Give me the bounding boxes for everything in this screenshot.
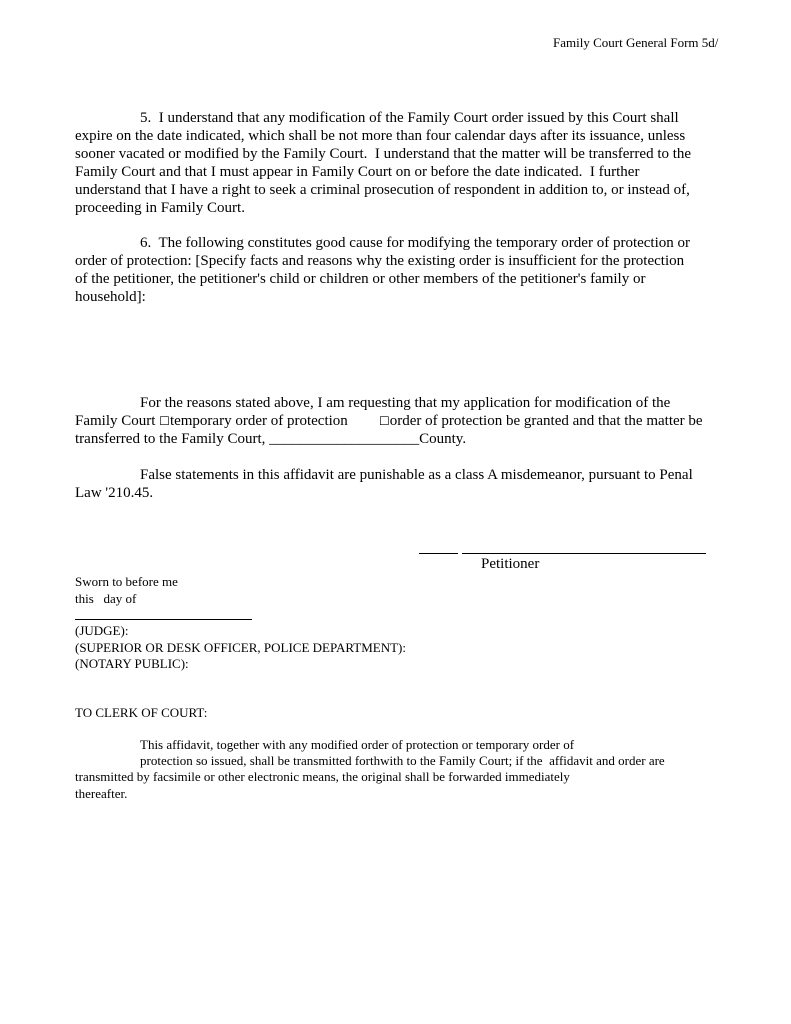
- clerk-line: This affidavit, together with any modified order of protection or temporary order of: [140, 737, 575, 752]
- paragraph-line: proceeding in Family Court.: [75, 200, 245, 216]
- paragraph-line: 5. I understand that any modification of the Family Court order issued by this Court shall: [140, 110, 679, 126]
- false-statements-line: False statements in this affidavit are punishable as a class A misdemeanor, pursuant to Penal: [140, 467, 693, 483]
- temporary-order-label: temporary order of protection: [169, 413, 348, 429]
- officer-notary: (NOTARY PUBLIC):: [75, 656, 189, 671]
- sworn-line: Sworn to before me: [75, 574, 178, 589]
- request-prefix: Family Court: [75, 413, 160, 429]
- signature-short-line: [419, 553, 458, 554]
- petitioner-signature-line: [462, 553, 706, 554]
- officer-police: (SUPERIOR OR DESK OFFICER, POLICE DEPARTMENT):: [75, 640, 406, 655]
- petitioner-label: Petitioner: [481, 556, 540, 572]
- order-of-protection-checkbox[interactable]: ☐: [379, 414, 390, 428]
- county-line: transferred to the Family Court, ____________________County.: [75, 431, 467, 447]
- clerk-line: transmitted by facsimile or other electronic means, the original shall be forwarded immediately: [75, 769, 570, 784]
- officer-judge: (JUDGE):: [75, 623, 129, 638]
- clerk-line: protection so issued, shall be transmitted forthwith to the Family Court; if the affidavit and order are: [140, 753, 665, 768]
- paragraph-line: household]:: [75, 289, 146, 305]
- paragraph-line: of the petitioner, the petitioner's child or children or other members of the petitioner's family or: [75, 271, 646, 287]
- temporary-order-checkbox[interactable]: ☐: [159, 414, 170, 428]
- form-id: Family Court General Form 5d/: [553, 35, 719, 50]
- paragraph-line: 6. The following constitutes good cause for modifying the temporary order of protection or: [140, 235, 691, 251]
- false-statements-line: Law '210.45.: [75, 485, 154, 501]
- paragraph-line: understand that I have a right to seek a criminal prosecution of respondent in addition to, or instead of,: [75, 182, 690, 198]
- paragraph-line: order of protection: [Specify facts and reasons why the existing order is insufficient for the protection: [75, 253, 685, 269]
- officer-signature-line: [75, 619, 252, 620]
- clerk-heading: TO CLERK OF COURT:: [75, 705, 208, 720]
- paragraph-line: expire on the date indicated, which shall be not more than four calendar days after its issuance, unless: [75, 128, 686, 144]
- request-line: For the reasons stated above, I am requesting that my application for modification of the: [140, 395, 671, 411]
- order-of-protection-label: order of protection be granted and that the matter be: [389, 413, 703, 429]
- sworn-day-line: this day of: [75, 591, 137, 606]
- paragraph-line: sooner vacated or modified by the Family Court. I understand that the matter will be transferred to the: [75, 146, 692, 162]
- paragraph-line: Family Court and that I must appear in Family Court on or before the date indicated. I further: [75, 164, 640, 180]
- clerk-line: thereafter.: [75, 786, 128, 801]
- request-line: [75, 412, 348, 430]
- request-line: [379, 412, 703, 430]
